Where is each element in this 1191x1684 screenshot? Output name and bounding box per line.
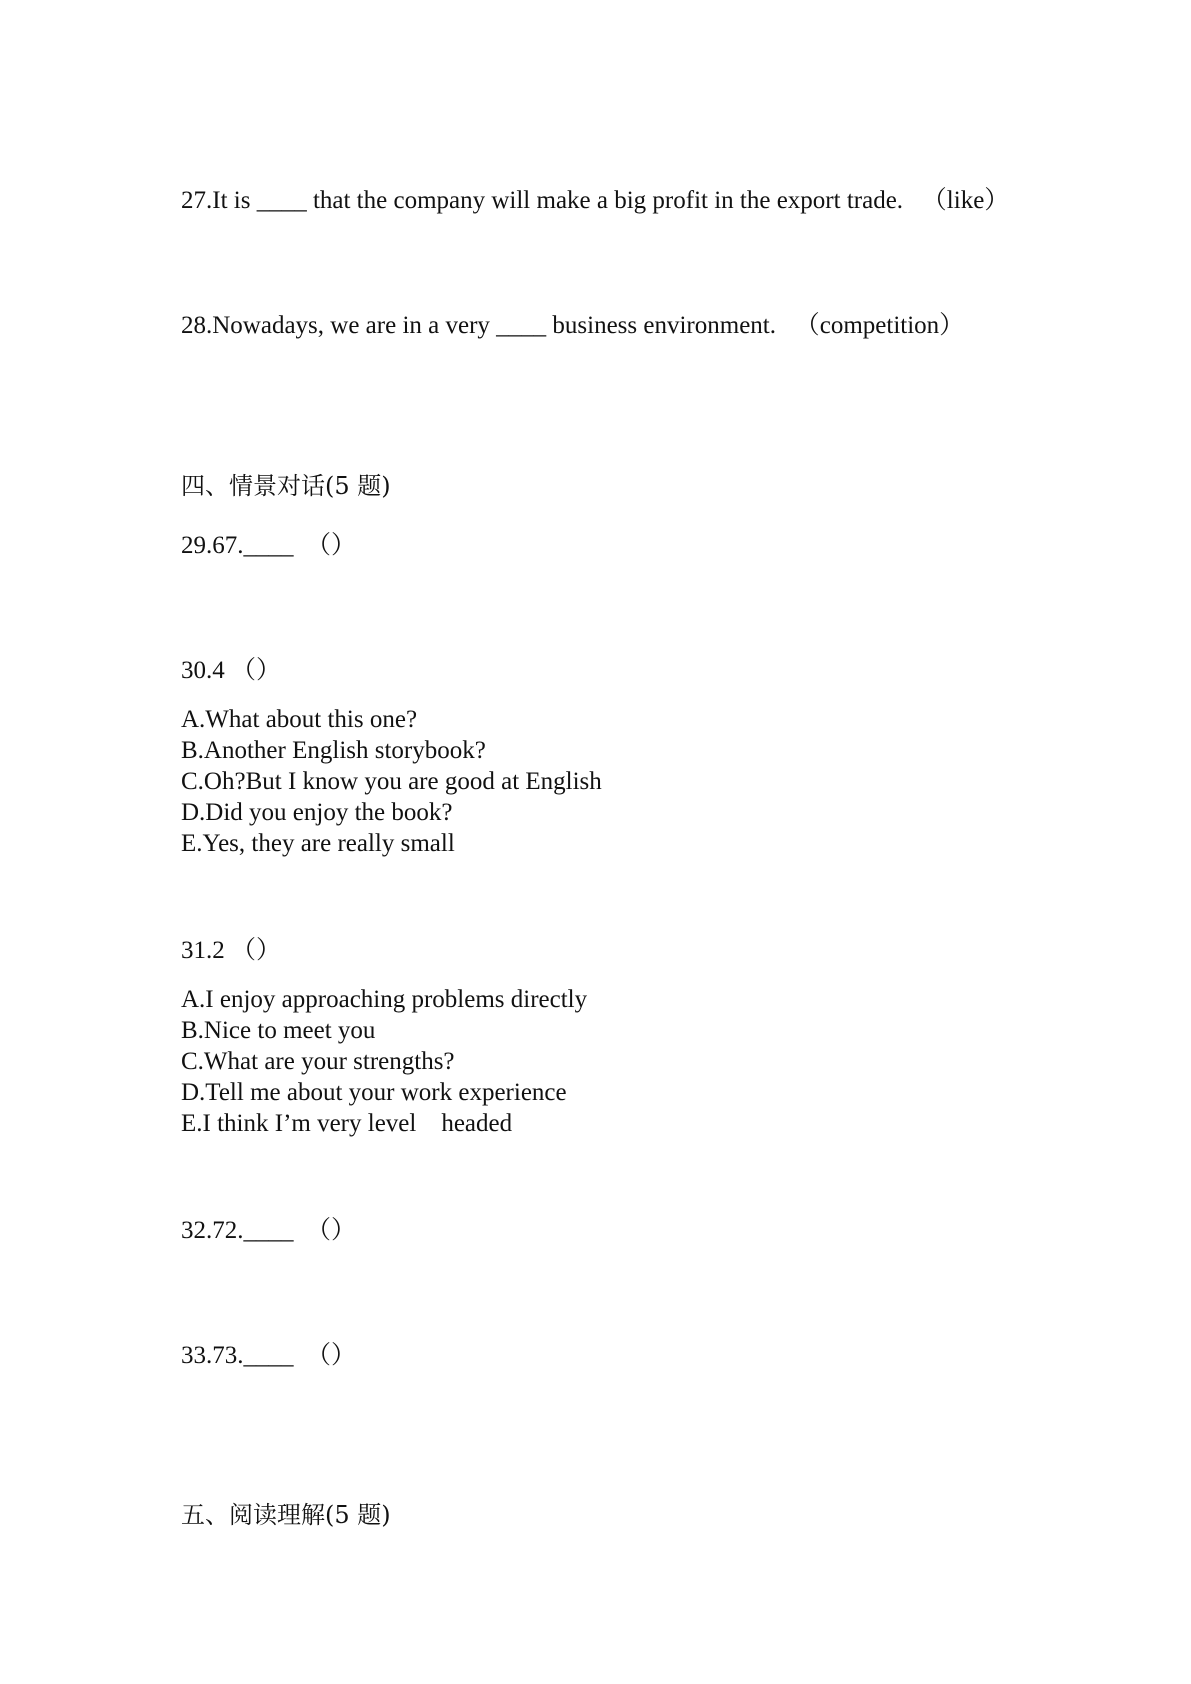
question-28: 28.Nowadays, we are in a very ____ business environment. （competition）	[181, 312, 965, 339]
question-27: 27.It is ____ that the company will make a big profit in the export trade. （like）	[181, 187, 1010, 214]
section-heading-4: 四、情景对话(5 题)	[181, 472, 391, 500]
option-e: E.Yes, they are really small	[181, 830, 455, 857]
option-e: E.I think I’m very level headed	[181, 1110, 513, 1137]
question-32: 32.72.____ （）	[181, 1217, 357, 1244]
option-d: D.Did you enjoy the book?	[181, 799, 453, 826]
option-d: D.Tell me about your work experience	[181, 1079, 567, 1106]
option-c: C.Oh?But I know you are good at English	[181, 768, 602, 795]
question-31: 31.2 （）	[181, 937, 282, 964]
option-a: A.I enjoy approaching problems directly	[181, 986, 588, 1013]
option-b: B.Nice to meet you	[181, 1017, 376, 1044]
option-b: B.Another English storybook?	[181, 737, 486, 764]
option-a: A.What about this one?	[181, 706, 418, 733]
question-30: 30.4 （）	[181, 657, 282, 684]
option-c: C.What are your strengths?	[181, 1048, 455, 1075]
section-heading-5: 五、阅读理解(5 题)	[181, 1501, 391, 1529]
question-33: 33.73.____ （）	[181, 1342, 357, 1369]
question-29: 29.67.____ （）	[181, 532, 357, 559]
